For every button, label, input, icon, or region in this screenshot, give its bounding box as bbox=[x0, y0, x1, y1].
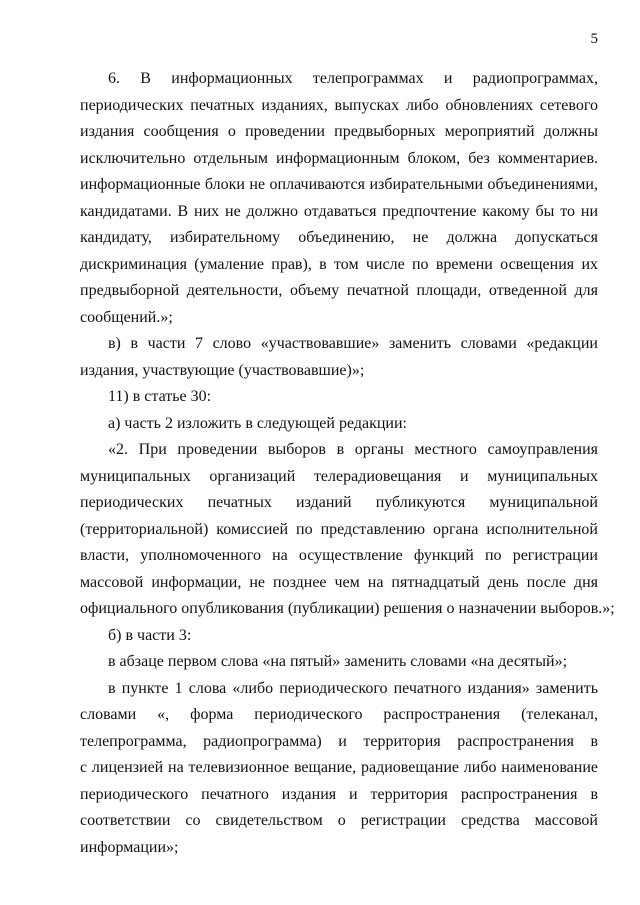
text-line: издания сообщения о проведении предвыборных мероприятий должны bbox=[80, 123, 598, 140]
paragraph-pp1 bbox=[80, 676, 598, 862]
text-line: кандидату, избирательному объединению, не должна допускаться bbox=[80, 229, 598, 246]
paragraph-pv bbox=[80, 331, 598, 384]
text-line: дискриминация (умаление прав), в том числе по времени освещения их bbox=[80, 255, 598, 273]
text-line: массовой информации, не позднее чем на пятнадцатый день после дня bbox=[80, 573, 598, 591]
text-line: 11) в статье 30: bbox=[108, 388, 212, 405]
document-body bbox=[80, 66, 615, 861]
text-line: власти, уполномоченного на осуществление функций по регистрации bbox=[80, 547, 598, 564]
paragraph-pa bbox=[80, 411, 598, 438]
text-line: муниципальных организаций телерадиовещания и муниципальных bbox=[80, 467, 598, 485]
text-line: словами «, форма периодического распространения (телеканал, bbox=[80, 706, 598, 723]
text-line: издания, участвующие (участвовавшие)»; bbox=[80, 361, 365, 379]
text-line: кандидатами. В них не должно отдаваться предпочтение какому бы то ни bbox=[80, 202, 598, 220]
paragraph-p11 bbox=[80, 384, 598, 411]
text-line: соответствии со свидетельством о регистрации средства массовой bbox=[80, 812, 598, 829]
text-line: (территориальной) комиссией по представлению органа исполнительной bbox=[80, 520, 598, 538]
text-line: в пункте 1 слова «либо периодического печатного издания» заменить bbox=[108, 679, 598, 697]
text-line: а) часть 2 изложить в следующей редакции: bbox=[108, 414, 407, 432]
text-line: официального опубликования (публикации) решения о назначении выборов.»; bbox=[80, 600, 615, 617]
text-line: периодических печатных изданиях, выпусках либо обновлениях сетевого bbox=[80, 96, 598, 114]
paragraph-p2 bbox=[80, 437, 615, 623]
text-line: с лицензией на телевизионное вещание, радиовещание либо наименование bbox=[80, 759, 598, 776]
text-line: информационные блоки не оплачиваются избирательными объединениями, bbox=[80, 176, 598, 193]
page-number: 5 bbox=[590, 31, 598, 47]
text-line: периодического печатного издания и территория распространения в bbox=[80, 785, 598, 803]
paragraph-p6 bbox=[80, 66, 598, 331]
text-line: сообщений.»; bbox=[80, 308, 173, 326]
text-line: периодических печатных изданий публикуются муниципальной bbox=[80, 494, 598, 511]
text-line: информации»; bbox=[80, 838, 179, 856]
text-line: «2. При проведении выборов в органы местного самоуправления bbox=[108, 441, 598, 458]
paragraph-pabz bbox=[80, 649, 598, 676]
text-line: предвыборной деятельности, объему печатной площади, отведенной для bbox=[80, 282, 598, 299]
text-line: б) в части 3: bbox=[108, 626, 192, 644]
paragraph-pb bbox=[80, 623, 598, 650]
text-line: в) в части 7 слово «участвовавшие» заменить словами «редакции bbox=[108, 335, 598, 352]
text-line: в абзаце первом слова «на пятый» заменить словами «на десятый»; bbox=[108, 653, 568, 670]
text-line: телепрограмма, радиопрограмма) и территория распространения в bbox=[80, 732, 598, 750]
text-line: 6. В информационных телепрограммах и радиопрограммах, bbox=[108, 70, 598, 87]
text-line: исключительно отдельным информационным блоком, без комментариев. bbox=[80, 149, 598, 167]
